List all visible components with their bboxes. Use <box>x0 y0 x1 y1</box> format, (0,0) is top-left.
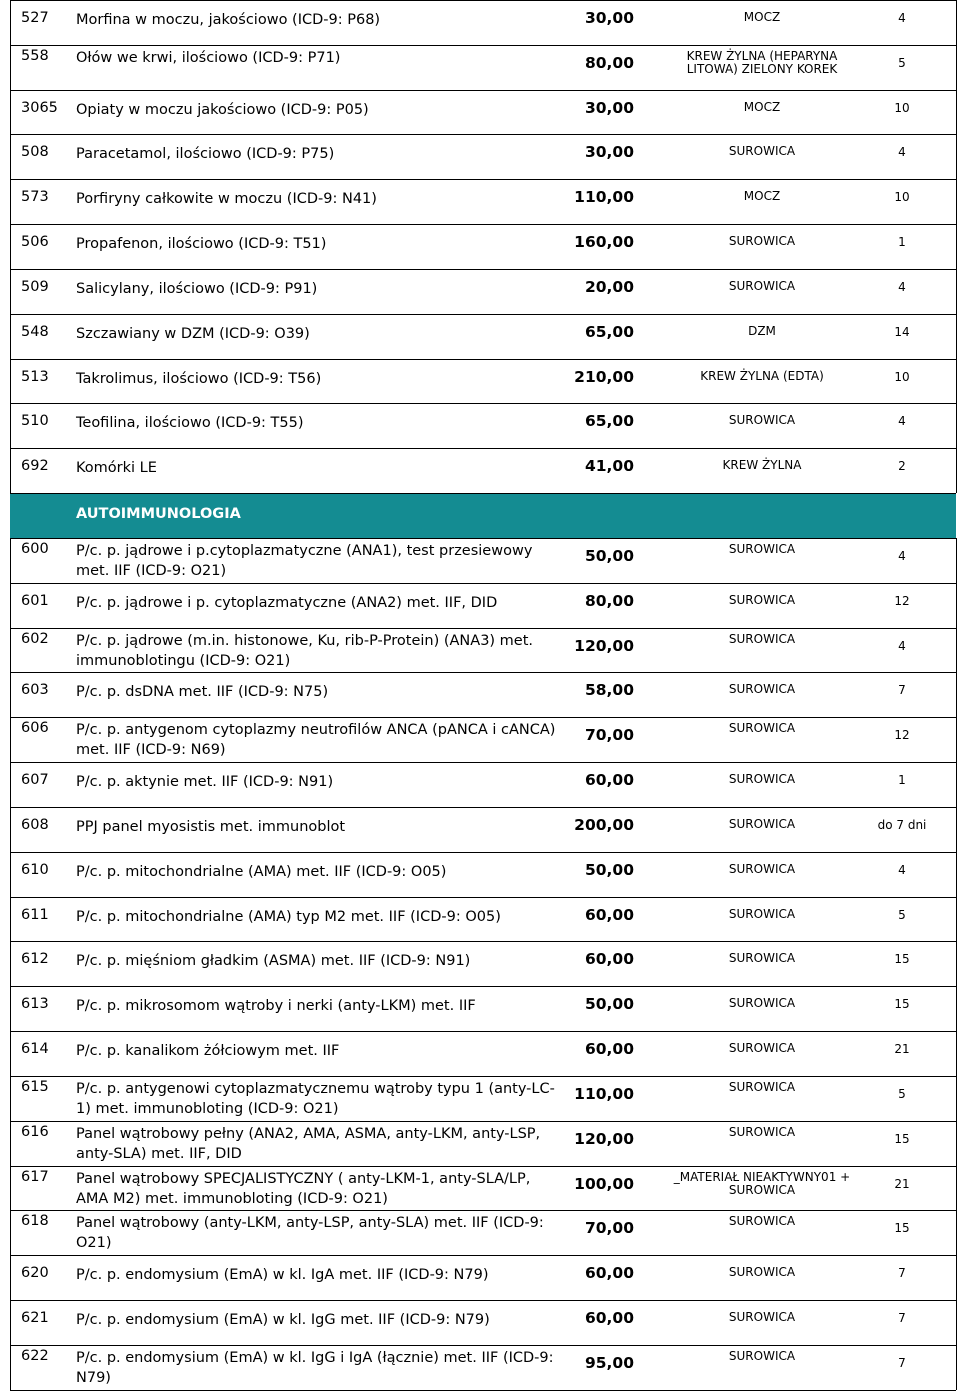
test-name: P/c. p. antygenom cytoplazmy neutrofilów ANCA (pANCA i cANCA) met. IIF (ICD-9: N69) <box>76 722 556 759</box>
table-border <box>956 1210 957 1255</box>
table-border <box>10 224 11 269</box>
table-border <box>956 224 957 269</box>
turnaround-days: 15 <box>894 1131 910 1146</box>
table-row <box>10 807 956 852</box>
table-border <box>10 807 11 852</box>
table-border <box>956 179 957 224</box>
table-border <box>10 1255 11 1300</box>
turnaround-days: 14 <box>894 324 910 339</box>
table-border <box>10 1300 11 1345</box>
price-table <box>10 0 956 1390</box>
sample-material: MOCZ <box>743 99 781 114</box>
table-border <box>956 897 957 942</box>
test-price: 70,00 <box>584 726 634 745</box>
test-code: 527 <box>21 10 49 26</box>
table-border <box>10 986 11 1031</box>
test-price: 41,00 <box>584 457 634 476</box>
table-border <box>956 314 957 359</box>
test-name: P/c. p. dsDNA met. IIF (ICD-9: N75) <box>76 684 329 701</box>
sample-material: DZM <box>748 323 776 338</box>
table-border <box>956 1166 957 1211</box>
test-price: 70,00 <box>584 1219 634 1238</box>
table-border <box>10 179 11 224</box>
sample-material: SUROWICA <box>728 1348 796 1363</box>
table-row <box>10 224 956 269</box>
test-price: 80,00 <box>584 53 634 72</box>
turnaround-days: 4 <box>898 11 906 25</box>
test-code: 610 <box>21 861 49 878</box>
table-row <box>10 852 956 897</box>
table-border <box>10 403 11 448</box>
test-name: P/c. p. mikrosomom wątroby i nerki (anty-LKM) met. IIF <box>76 998 476 1015</box>
turnaround-days: 21 <box>894 1176 910 1191</box>
turnaround-days: 4 <box>898 414 906 429</box>
table-row <box>10 717 956 762</box>
test-name: Komórki LE <box>76 460 157 477</box>
table-row <box>10 1255 956 1300</box>
turnaround-days: 7 <box>898 1311 906 1326</box>
sample-material: SUROWICA <box>728 951 796 966</box>
sample-material: SUROWICA <box>728 413 796 428</box>
sample-material: SUROWICA <box>728 816 796 831</box>
table-border <box>956 1121 957 1166</box>
table-border <box>10 0 11 45</box>
test-price: 110,00 <box>574 188 634 207</box>
test-name: Opiaty w moczu jakościowo (ICD-9: P05) <box>76 101 369 118</box>
table-border <box>10 852 11 897</box>
table-border <box>956 852 957 897</box>
table-row <box>10 583 956 628</box>
test-name: Ołów we krwi, ilościowo (ICD-9: P71) <box>76 49 341 66</box>
table-row <box>10 986 956 1031</box>
table-border <box>10 1345 11 1390</box>
test-price: 100,00 <box>574 1174 634 1193</box>
test-name: P/c. p. mitochondrialne (AMA) met. IIF (ICD-9: O05) <box>76 863 447 880</box>
test-code: 622 <box>21 1347 49 1364</box>
turnaround-days: 1 <box>898 773 906 788</box>
sample-material: SUROWICA <box>728 1265 796 1280</box>
test-price: 50,00 <box>584 995 634 1014</box>
table-border <box>10 45 11 90</box>
table-border <box>10 628 11 673</box>
table-row <box>10 538 956 583</box>
turnaround-days: 12 <box>894 728 910 743</box>
table-row <box>10 762 956 807</box>
test-name: Szczawiany w DZM (ICD-9: O39) <box>76 325 310 342</box>
test-code: 508 <box>21 144 49 161</box>
table-row <box>10 672 956 717</box>
test-code: 608 <box>21 816 49 833</box>
test-name: P/c. p. jądrowe i p. cytoplazmatyczne (ANA2) met. IIF, DID <box>76 594 498 611</box>
table-row <box>10 90 956 135</box>
turnaround-days: 7 <box>898 683 906 698</box>
turnaround-days: 4 <box>898 638 906 653</box>
table-border <box>10 897 11 942</box>
test-code: 603 <box>21 682 49 699</box>
test-code: 602 <box>21 630 49 647</box>
test-code: 615 <box>21 1078 49 1095</box>
turnaround-days: 7 <box>898 1266 906 1281</box>
test-name: Morfina w moczu, jakościowo (ICD-9: P68) <box>76 12 381 28</box>
sample-material: KREW ŻYLNA (EDTA) <box>700 368 824 383</box>
test-code: 611 <box>21 906 49 923</box>
table-row <box>10 269 956 314</box>
sample-material: SUROWICA <box>728 144 796 159</box>
sample-material: SUROWICA <box>728 1041 796 1056</box>
table-row <box>10 1210 956 1255</box>
test-code: 614 <box>21 1041 49 1058</box>
test-code: 621 <box>21 1310 49 1327</box>
table-row <box>10 448 956 493</box>
test-code: 509 <box>21 278 49 295</box>
sample-material: SUROWICA <box>728 996 796 1011</box>
sample-material: SUROWICA <box>728 1079 796 1094</box>
test-name: Porfiryny całkowite w moczu (ICD-9: N41) <box>76 191 377 208</box>
turnaround-days: 4 <box>898 548 906 563</box>
table-border <box>956 90 957 135</box>
test-code: 620 <box>21 1265 49 1282</box>
table-border <box>10 717 11 762</box>
sample-material: SUROWICA <box>728 592 796 607</box>
test-price: 50,00 <box>584 860 634 879</box>
test-name: Propafenon, ilościowo (ICD-9: T51) <box>76 236 327 253</box>
sample-material: SUROWICA <box>728 772 796 787</box>
table-border <box>956 1255 957 1300</box>
test-price: 60,00 <box>584 771 634 790</box>
test-code: 600 <box>21 540 49 557</box>
turnaround-days: 5 <box>898 1086 906 1101</box>
test-name: P/c. p. jądrowe (m.in. histonowe, Ku, rib-P-Protein) (ANA3) met. immunoblotingu (ICD-9: O21) <box>76 632 534 669</box>
table-row <box>10 403 956 448</box>
test-price: 65,00 <box>584 322 634 341</box>
test-code: 692 <box>21 458 49 475</box>
test-price: 30,00 <box>584 98 634 117</box>
sample-material: SUROWICA <box>728 682 796 697</box>
turnaround-days: 21 <box>894 1042 910 1057</box>
table-border <box>10 359 11 404</box>
test-name: Panel wątrobowy SPECJALISTYCZNY ( anty-LKM-1, anty-SLA/LP, AMA M2) met. immunobloting (ICD-9: O21) <box>76 1170 531 1207</box>
table-row <box>10 1345 956 1390</box>
table-border <box>10 1121 11 1166</box>
table-row <box>10 897 956 942</box>
table-border <box>10 1076 11 1121</box>
test-price: 120,00 <box>574 636 634 655</box>
test-code: 513 <box>21 368 49 385</box>
table-border <box>10 1210 11 1255</box>
test-code: 606 <box>21 720 49 737</box>
table-border <box>10 672 11 717</box>
table-row <box>10 359 956 404</box>
table-border <box>956 672 957 717</box>
test-code: 618 <box>21 1213 49 1230</box>
table-border <box>956 1345 957 1390</box>
test-code: 613 <box>21 996 49 1013</box>
test-name: P/c. p. kanalikom żółciowym met. IIF <box>76 1043 340 1060</box>
table-border <box>10 90 11 135</box>
sample-material: SUROWICA <box>728 541 796 556</box>
table-border <box>956 0 957 45</box>
test-name: Teofilina, ilościowo (ICD-9: T55) <box>76 415 304 432</box>
table-border <box>956 717 957 762</box>
test-price: 60,00 <box>584 950 634 969</box>
table-border <box>956 1076 957 1121</box>
table-border <box>956 628 957 673</box>
table-border <box>10 762 11 807</box>
sample-material: SUROWICA <box>728 861 796 876</box>
table-border <box>956 583 957 628</box>
sample-material: KREW ŻYLNA <box>722 458 802 473</box>
table-row <box>10 1031 956 1076</box>
sample-material: SUROWICA <box>728 234 796 249</box>
test-name: P/c. p. endomysium (EmA) w kl. IgG i IgA (łącznie) met. IIF (ICD-9: N79) <box>76 1349 554 1386</box>
table-row <box>10 1076 956 1121</box>
table-border <box>956 538 957 583</box>
table-border <box>956 45 957 90</box>
test-code: 573 <box>21 189 49 206</box>
table-border <box>956 448 957 493</box>
table-border <box>956 941 957 986</box>
test-price: 65,00 <box>584 412 634 431</box>
test-price: 80,00 <box>584 591 634 610</box>
sample-material: SUROWICA <box>728 1214 796 1229</box>
turnaround-days: 1 <box>898 235 906 250</box>
table-border <box>10 583 11 628</box>
test-name: P/c. p. endomysium (EmA) w kl. IgG met. IIF (ICD-9: N79) <box>76 1312 490 1329</box>
test-price: 200,00 <box>574 815 634 834</box>
turnaround-days: do 7 dni <box>877 817 927 832</box>
table-row <box>10 134 956 179</box>
table-border <box>956 1031 957 1076</box>
sample-material: SUROWICA <box>728 1310 796 1325</box>
test-price: 50,00 <box>584 546 634 565</box>
turnaround-days: 15 <box>894 997 910 1012</box>
test-name: Panel wątrobowy (anty-LKM, anty-LSP, anty-SLA) met. IIF (ICD-9: O21) <box>76 1215 544 1252</box>
sample-material: SUROWICA <box>728 906 796 921</box>
turnaround-days: 2 <box>898 459 906 474</box>
turnaround-days: 5 <box>898 907 906 922</box>
table-border <box>956 359 957 404</box>
test-code: 548 <box>21 323 49 340</box>
table-row <box>10 45 956 90</box>
turnaround-days: 4 <box>898 145 906 160</box>
test-code: 612 <box>21 951 49 968</box>
table-border <box>956 762 957 807</box>
test-code: 616 <box>21 1123 49 1140</box>
test-name: Takrolimus, ilościowo (ICD-9: T56) <box>76 370 322 387</box>
table-row <box>10 314 956 359</box>
turnaround-days: 15 <box>894 952 910 967</box>
table-row <box>10 941 956 986</box>
test-name: P/c. p. endomysium (EmA) w kl. IgA met. IIF (ICD-9: N79) <box>76 1267 489 1284</box>
table-row <box>10 1121 956 1166</box>
test-price: 58,00 <box>584 681 634 700</box>
turnaround-days: 4 <box>898 862 906 877</box>
sample-material: SUROWICA <box>728 278 796 293</box>
test-name: Salicylany, ilościowo (ICD-9: P91) <box>76 280 318 297</box>
table-border <box>10 314 11 359</box>
table-border <box>10 134 11 179</box>
table-row <box>10 0 956 45</box>
test-code: 510 <box>21 413 49 430</box>
test-price: 120,00 <box>574 1129 634 1148</box>
test-price: 20,00 <box>584 277 634 296</box>
test-code: 506 <box>21 234 49 251</box>
section-header <box>10 493 956 538</box>
table-row <box>10 628 956 673</box>
turnaround-days: 7 <box>898 1355 906 1370</box>
section-title: AUTOIMMUNOLOGIA <box>76 506 241 523</box>
test-name: P/c. p. jądrowe i p.cytoplazmatyczne (ANA1), test przesiewowy met. IIF (ICD-9: O21) <box>76 542 533 579</box>
table-border <box>10 1166 11 1211</box>
test-price: 160,00 <box>574 233 634 252</box>
test-code: 617 <box>21 1168 49 1185</box>
table-row <box>10 179 956 224</box>
table-border <box>956 1300 957 1345</box>
test-price: 210,00 <box>574 367 634 386</box>
sample-material: KREW ŻYLNA (HEPARYNA LITOWA) ZIELONY KOREK <box>686 48 838 76</box>
table-border <box>956 403 957 448</box>
sample-material: SUROWICA <box>728 1124 796 1139</box>
turnaround-days: 10 <box>894 190 910 205</box>
sample-material: MOCZ <box>743 189 781 204</box>
test-price: 30,00 <box>584 9 634 27</box>
table-border <box>956 986 957 1031</box>
test-price: 60,00 <box>584 1309 634 1328</box>
test-name: P/c. p. mitochondrialne (AMA) typ M2 met. IIF (ICD-9: O05) <box>76 908 501 925</box>
test-name: PPJ panel myosistis met. immunoblot <box>76 818 346 835</box>
test-price: 60,00 <box>584 1040 634 1059</box>
table-border <box>10 941 11 986</box>
table-row <box>10 1166 956 1211</box>
test-code: 558 <box>21 47 49 64</box>
test-code: 607 <box>21 772 49 789</box>
test-name: Panel wątrobowy pełny (ANA2, AMA, ASMA, anty-LKM, anty-LSP, anty-SLA) met. IIF, DID <box>76 1125 541 1162</box>
test-name: P/c. p. aktynie met. IIF (ICD-9: N91) <box>76 774 334 791</box>
turnaround-days: 15 <box>894 1221 910 1236</box>
test-price: 110,00 <box>574 1084 634 1103</box>
turnaround-days: 10 <box>894 100 910 115</box>
table-border <box>956 807 957 852</box>
turnaround-days: 10 <box>894 369 910 384</box>
sample-material: SUROWICA <box>728 631 796 646</box>
sample-material: _MATERIAŁ NIEAKTYWNY01 + SUROWICA <box>673 1169 851 1197</box>
turnaround-days: 4 <box>898 279 906 294</box>
sample-material: SUROWICA <box>728 721 796 736</box>
turnaround-days: 5 <box>898 55 906 70</box>
table-border <box>10 538 11 583</box>
table-border <box>10 1031 11 1076</box>
test-name: P/c. p. antygenowi cytoplazmatycznemu wątroby typu 1 (anty-LC-1) met. immunobloting (ICD-9: O21) <box>76 1080 555 1117</box>
table-border <box>10 269 11 314</box>
table-row <box>10 1300 956 1345</box>
test-price: 60,00 <box>584 1264 634 1283</box>
table-border <box>10 448 11 493</box>
test-name: Paracetamol, ilościowo (ICD-9: P75) <box>76 146 335 163</box>
turnaround-days: 12 <box>894 593 910 608</box>
test-name: P/c. p. mięśniom gładkim (ASMA) met. IIF (ICD-9: N91) <box>76 953 471 970</box>
table-border <box>956 134 957 179</box>
test-price: 30,00 <box>584 143 634 162</box>
sample-material: MOCZ <box>743 10 781 24</box>
table-border <box>956 269 957 314</box>
test-code: 601 <box>21 592 49 609</box>
test-price: 95,00 <box>584 1353 634 1372</box>
test-price: 60,00 <box>584 905 634 924</box>
test-code: 3065 <box>21 99 58 116</box>
